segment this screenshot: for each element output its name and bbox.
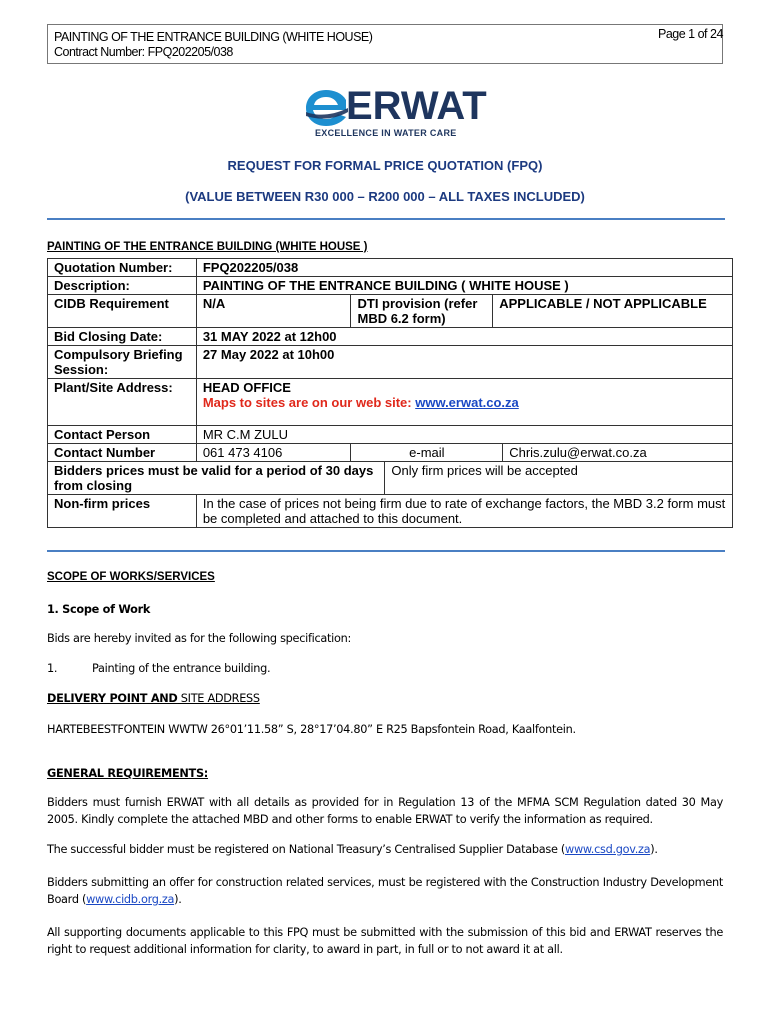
spec-item-number: 1. (47, 662, 58, 675)
quotation-number-label: Quotation Number: (48, 259, 197, 277)
divider (47, 218, 725, 220)
erwat-swirl-icon (306, 90, 350, 126)
table-row (48, 346, 733, 379)
erwat-website-link[interactable]: www.erwat.co.za (415, 395, 519, 410)
cidb-value: N/A (196, 295, 351, 328)
paragraph-2-end: ). (650, 843, 658, 856)
project-heading: PAINTING OF THE ENTRANCE BUILDING (WHITE HOUSE ) (47, 241, 368, 253)
contact-person-value: MR C.M ZULU (196, 426, 732, 444)
logo-wordmark: ERWAT (346, 84, 487, 128)
document-title: REQUEST FOR FORMAL PRICE QUOTATION (FPQ) (227, 158, 543, 173)
table-row (48, 259, 733, 277)
page-number: Page 1 of 24 (658, 27, 723, 41)
requirements-paragraph-2 (47, 841, 723, 858)
header-project-title: PAINTING OF THE ENTRANCE BUILDING (WHITE HOUSE) (54, 30, 373, 44)
erwat-logo (306, 84, 487, 142)
contact-person-label: Contact Person (48, 426, 197, 444)
scope-subheading: 1. Scope of Work (47, 603, 151, 616)
non-firm-label: Non-firm prices (48, 495, 197, 528)
quotation-info-table (47, 258, 733, 528)
maps-note (203, 395, 726, 410)
requirements-paragraph-3 (47, 874, 723, 908)
site-address-label: Plant/Site Address: (48, 379, 197, 426)
cidb-link[interactable]: www.cidb.org.za (86, 893, 175, 906)
csd-link[interactable]: www.csd.gov.za (565, 843, 651, 856)
table-row (48, 444, 733, 462)
maps-note-text: Maps to sites are on our web site: (202, 395, 416, 410)
table-row (48, 328, 733, 346)
description-value: PAINTING OF THE ENTRANCE BUILDING ( WHITE HOUSE ) (196, 277, 732, 295)
document-subtitle: (VALUE BETWEEN R30 000 – R200 000 – ALL TAXES INCLUDED) (185, 189, 585, 204)
closing-date-label: Bid Closing Date: (48, 328, 197, 346)
table-row (48, 295, 733, 328)
contact-number-label: Contact Number (48, 444, 197, 462)
cidb-label: CIDB Requirement (48, 295, 197, 328)
invitation-text: Bids are hereby invited as for the following specification: (47, 632, 351, 645)
site-address-value: HEAD OFFICE (202, 380, 291, 395)
dti-value: APPLICABLE / NOT APPLICABLE (493, 295, 733, 328)
requirements-paragraph-4: All supporting documents applicable to this FPQ must be submitted with the submission of this bid and ERWAT reserves the right to request additional information for clarity, to award in part, in full or to not award it at all. (47, 926, 723, 956)
email-value: Chris.zulu@erwat.co.za (503, 444, 733, 462)
table-row (48, 277, 733, 295)
price-validity-value: Only firm prices will be accepted (385, 462, 733, 495)
quotation-number-value: FPQ202205/038 (196, 259, 732, 277)
logo-tagline: EXCELLENCE IN WATER CARE (315, 128, 457, 138)
dti-label: DTI provision (refer MBD 6.2 form) (351, 295, 493, 328)
general-requirements-heading: GENERAL REQUIREMENTS: (47, 767, 209, 780)
table-row (48, 379, 733, 426)
spec-item-text: Painting of the entrance building. (92, 662, 271, 675)
briefing-value: 27 May 2022 at 10h00 (196, 346, 732, 379)
briefing-label: Compulsory Briefing Session: (48, 346, 197, 379)
delivery-heading-rest: SITE ADDRESS (177, 692, 260, 705)
divider (47, 550, 725, 552)
delivery-heading-bold: DELIVERY POINT AND (47, 692, 178, 705)
scope-heading: SCOPE OF WORKS/SERVICES (47, 571, 215, 583)
requirements-paragraph-1: Bidders must furnish ERWAT with all details as provided for in Regulation 13 of the MFMA SCM Regulation dated 30 May 2005. Kindly complete the attached MBD and other forms to enable ERWAT to verify the information as required. (47, 796, 723, 826)
spec-item (47, 660, 723, 677)
non-firm-value: In the case of prices not being firm due to rate of exchange factors, the MBD 3.2 form must be completed and attached to this document. (196, 495, 732, 528)
table-row (48, 426, 733, 444)
price-validity-label: Bidders prices must be valid for a period of 30 days from closing (48, 462, 385, 495)
paragraph-3-end: ). (174, 893, 182, 906)
paragraph-3-text: Bidders submitting an offer for construction related services, must be registered with the Construction Industry Development Board ( (47, 876, 723, 906)
contact-number-value: 061 473 4106 (196, 444, 351, 462)
paragraph-2-text: The successful bidder must be registered on National Treasury’s Centralised Supplier Database ( (47, 843, 565, 856)
description-label: Description: (48, 277, 197, 295)
table-row (48, 495, 733, 528)
site-address-cell (196, 379, 732, 426)
header-contract-number: Contract Number: FPQ202205/038 (54, 45, 233, 59)
delivery-heading (47, 690, 723, 707)
closing-date-value: 31 MAY 2022 at 12h00 (196, 328, 732, 346)
email-label: e-mail (351, 444, 503, 462)
site-address-text: HARTEBEESTFONTEIN WWTW 26°01’11.58” S, 28°17’04.80” E R25 Bapsfontein Road, Kaalfontein. (47, 723, 576, 736)
table-row (48, 462, 733, 495)
